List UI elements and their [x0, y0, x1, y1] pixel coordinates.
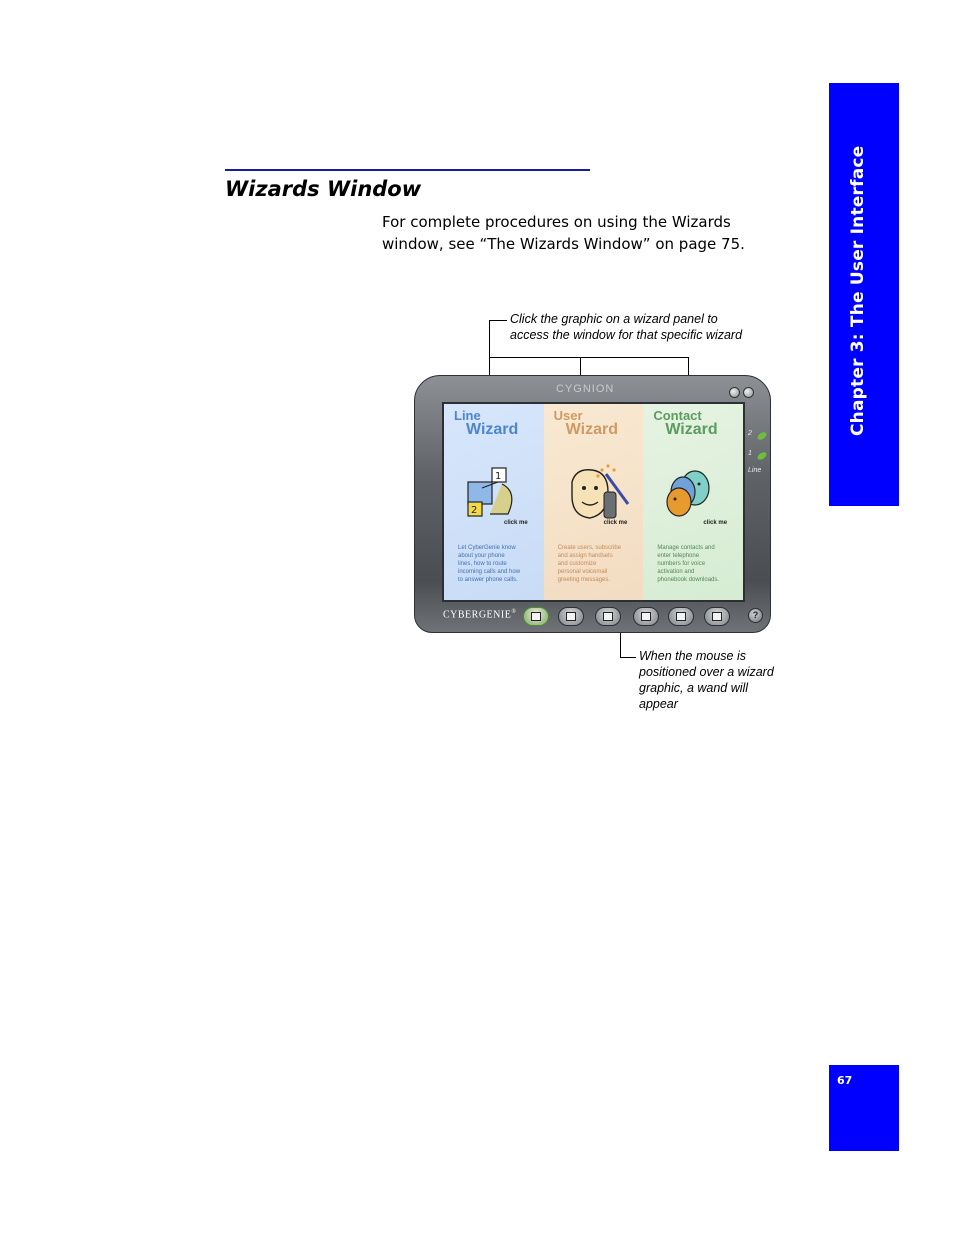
line-wizard-title-2: Wizard: [466, 421, 519, 438]
callout-top-leader-bar: [489, 357, 689, 358]
contact-desc-4: activation and: [657, 569, 695, 575]
intro-line-1: For complete procedures on using the Wizards: [382, 213, 731, 231]
callout-top-line-1: Click the graphic on a wizard panel to: [510, 312, 718, 326]
phone-lines-icon[interactable]: [462, 462, 532, 524]
cybergenie-logo-text: CYBERGENIE: [443, 609, 512, 621]
close-button[interactable]: [743, 387, 754, 398]
section-heading: Wizards Window: [225, 177, 422, 201]
key-icon: [641, 612, 651, 621]
callout-bottom-line-2: positioned over a wizard: [639, 665, 774, 679]
user-desc-2: and assign handsets: [557, 553, 613, 559]
message-button[interactable]: [704, 607, 730, 626]
line-desc-5: to answer phone calls.: [458, 577, 518, 583]
user-wizard-description: [558, 544, 646, 584]
callout-top-leader-tick: [489, 320, 507, 321]
line-wizard-title-1: Line: [454, 408, 481, 423]
user-desc-1: Create users, subscribe: [557, 545, 622, 551]
line-desc-2: about your phone: [458, 553, 505, 559]
line-wizard-description: [458, 544, 546, 584]
message-icon: [712, 612, 722, 621]
callout-bottom-line-1: When the mouse is: [639, 649, 746, 663]
trash-icon: [676, 612, 686, 621]
user-face-icon[interactable]: [562, 462, 632, 524]
cybergenie-logo-mark: ®: [511, 609, 517, 615]
intro-line-2: window, see “The Wizards Window” on page 75.: [382, 235, 745, 253]
svg-text:1: 1: [495, 471, 502, 482]
line-2-indicator[interactable]: [756, 431, 768, 442]
wizards-app-window: [414, 375, 771, 633]
callout-bottom-line-3: graphic, a wand will: [639, 681, 749, 695]
app-brand: CYGNION: [556, 383, 615, 395]
callout-wand: [639, 648, 789, 712]
minimize-button[interactable]: [729, 387, 740, 398]
line-wizard-panel: [444, 404, 544, 600]
contact-wizard-title-1: Contact: [653, 408, 702, 423]
callout-top-leader-stem: [489, 320, 490, 357]
line-desc-1: Let CyberGenie know: [458, 545, 516, 551]
wizard-icon: [531, 612, 541, 621]
page-number: 67: [837, 1074, 853, 1087]
key-button[interactable]: [633, 607, 659, 626]
user-desc-4: personal voicemail: [557, 569, 608, 575]
help-button[interactable]: ?: [748, 608, 763, 623]
line-wizard-click-me: click me: [504, 520, 528, 526]
wizard-panels: [442, 402, 745, 602]
contact-wizard-title-2: Wizard: [665, 421, 718, 438]
wizard-button[interactable]: [523, 607, 549, 626]
user-desc-3: and customize: [557, 561, 597, 567]
svg-text:2: 2: [471, 505, 478, 516]
contacts-icon[interactable]: [661, 462, 731, 524]
contact-wizard-panel: [643, 404, 743, 600]
intro-paragraph: [382, 211, 782, 255]
side-label-2: 2: [748, 430, 752, 437]
cybergenie-logo: [443, 609, 516, 620]
contact-desc-2: enter telephone: [657, 553, 700, 559]
book-icon: [603, 612, 613, 621]
callout-bottom-leader-tick: [620, 657, 636, 658]
user-desc-5: greeting messages.: [557, 577, 611, 583]
user-wizard-title-1: User: [553, 408, 583, 423]
contact-wizard-description: [657, 544, 745, 584]
line-1-indicator[interactable]: [756, 451, 768, 462]
chapter-title: Chapter 3: The User Interface: [848, 145, 868, 436]
callout-bottom-line-4: appear: [639, 697, 678, 711]
contact-desc-1: Manage contacts and: [657, 545, 715, 551]
user-wizard-click-me: click me: [603, 520, 628, 526]
phone-button[interactable]: [558, 607, 584, 626]
contact-desc-5: phonebook downloads.: [657, 577, 720, 583]
trash-button[interactable]: [668, 607, 694, 626]
contact-wizard-click-me: click me: [703, 520, 728, 526]
callout-top-line-2: access the window for that specific wizard: [510, 328, 743, 342]
line-desc-3: lines, how to route: [458, 561, 507, 567]
user-wizard-title-2: Wizard: [565, 421, 618, 438]
callout-click-graphic: [510, 311, 760, 343]
line-desc-4: incoming calls and how: [458, 569, 521, 575]
book-button[interactable]: [595, 607, 621, 626]
side-label-line: Line: [748, 467, 762, 474]
page-number-tab: [829, 1065, 899, 1151]
side-label-1: 1: [748, 450, 752, 457]
contact-desc-3: numbers for voice: [657, 561, 706, 567]
user-wizard-panel: [544, 404, 644, 600]
phone-icon: [566, 612, 576, 621]
heading-rule: [225, 169, 590, 171]
